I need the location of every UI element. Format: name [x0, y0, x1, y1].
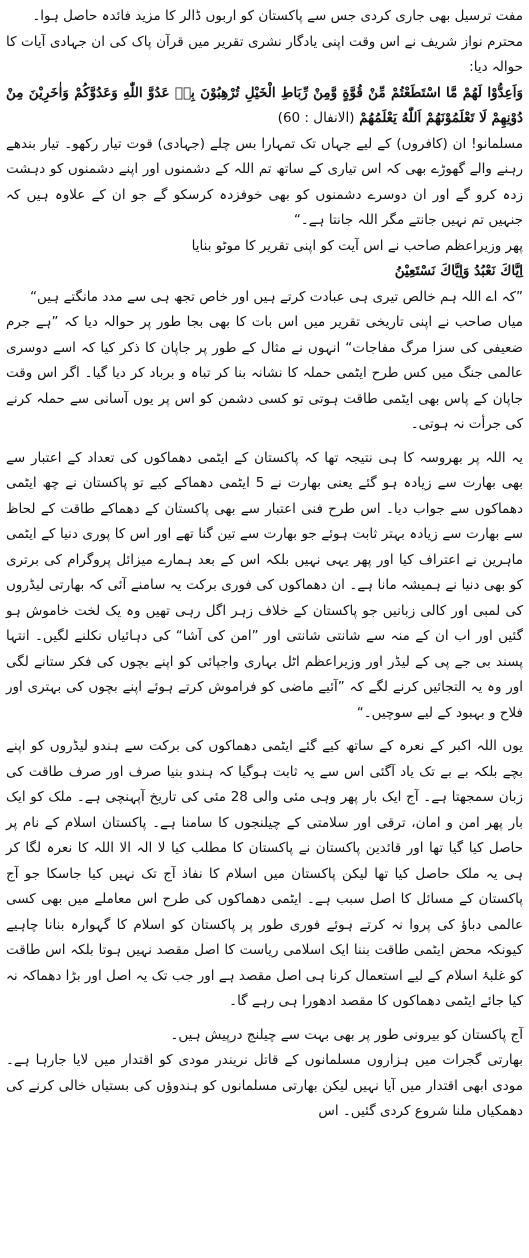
article-paragraph-6: میاں صاحب نے اپنی تاریخی تقریر میں اس بات کا بھی بجا طور پر حوالہ دیا کہ ”ہے جرم ضعیفی کی سزا مرگ مفاجات“ انہوں نے مثال کے طور پر جاپان کا ذکر کیا کہ اسے دوسری عالمی جنگ میں کس طرح ایٹمی حملہ کا نشانہ بنا کر تباہ و برباد کر دیا گیا۔ اگر اس وقت جاپان کے پاس بھی ایٹمی طاقت ہوتی تو کسی دشمن کو اس پر یوں آسانی سے حملہ کرنے کی جرأت نہ ہوتی۔: [6, 314, 523, 432]
quran-verse-anfal-text: وَاَعِدُّوْا لَهُمْ مَّا اسْتَطَعْتُمْ مِّنْ قُوَّةٍ وَّمِنْ رِّبَاطِ الْخَيْلِ تُرْهِبُوْنَ بِهٖ عَدُوَّ اللّٰهِ وَعَدُوَّكُمْ وَاٰخَرِيْنَ مِنْ دُوْنِهِمْ لَا تَعْلَمُوْنَهُمْ اَللّٰهُ يَعْلَمُهُمْ: [6, 84, 523, 126]
article-paragraph-4: پھر وزیراعظم صاحب نے اس آیت کو اپنی تقریر کا موٹو بنایا: [191, 237, 523, 254]
article-paragraph-9: آج پاکستان کو بیرونی طور پر بھی بہت سے چیلنج درپیش ہیں۔: [170, 1026, 523, 1043]
article-paragraph-5: ”کہ اے اللہ ہم خالص تیری ہی عبادت کرتے ہیں اور خاص تجھ ہی سے مدد مانگتے ہیں“: [29, 288, 523, 305]
article-paragraph-2: محترم نواز شریف نے اس وقت اپنی یادگار نشری تقریر میں قرآن پاک کی ان جہادی آیات کا حوالہ دیا:: [6, 33, 523, 75]
quran-verse-fatiha: اِيَّاكَ نَعْبُدُ وَاِيَّاكَ نَسْتَعِيْنُ: [394, 263, 523, 279]
article-paragraph-8: یوں اللہ اکبر کے نعرہ کے ساتھ کیے گئے ایٹمی دھماکوں کی برکت سے ہندو لیڈروں کو اپنے بچے بلکہ بے بے تک یاد آگئی اس سے یہ ثابت ہوگیا کہ ہندو بنیا صرف اور صرف طاقت کی زبان سمجھتا ہے۔ آج ایک بار پھر وہی مئی والی 28 مئی کی تاریخ آپہنچی ہے۔ ملک کو ایک بار پھر امن و امان، ترقی اور سلامتی کے چیلنجوں کا سامنا ہے۔ پاکستان اسلام کے نام پر حاصل کیا گیا تھا اور قائدین پاکستان نے پاکستان کا مطلب کیا لا الہ الا اللہ کا نعرہ لگا کر ہی یہ ملک حاصل کیا تھا لیکن پاکستان میں اسلام کا نفاذ آج تک نہیں کیا جاسکا جو آج پاکستان کے مسائل کا اصل سبب ہے۔ ایٹمی دھماکوں کی طرح اس معاملے میں بھی کسی عالمی دباؤ کی پروا نہ کرتے ہوئے فوری طور پر پاکستان کو اسلام کا گہوارہ بنانا چاہیے کیونکہ محض ایٹمی طاقت بننا ایک اسلامی ریاست کا اصل مقصد نہیں ہوتا بلکہ اس طاقت کو غلبۂ اسلام کے لیے استعمال کرنا ہی اصل مقصد ہے اور جب تک یہ اصل اور بڑا دھماکہ نہ کیا جائے ایٹمی دھماکوں کا مقصد ادھورا ہی رہے گا۔: [6, 738, 523, 1009]
article-paragraph-3: مسلمانو! ان (کافروں) کے لیے جہاں تک تمہارا بس چلے (جہادی) قوت تیار رکھو۔ تیار بندھے رہنے والے گھوڑے بھی کہ اس تیاری کے ساتھ تم اللہ کے دشمنوں اور اپنے دشمنوں کو دہشت زدہ کرو گے اور ان دوسرے دشمنوں کو بھی خوفزدہ کرسکو گے جو ان کے علاوہ ہیں کہ جنہیں تم نہیں جانتے مگر اللہ جانتا ہے۔“: [6, 135, 523, 228]
article-paragraph-1: مفت ترسیل بھی جاری کردی جس سے پاکستان کو اربوں ڈالر کا مزید فائدہ حاصل ہوا۔: [32, 8, 523, 24]
quran-verse-anfal-reference: (الانفال : 60): [277, 110, 355, 126]
quran-verse-anfal: [6, 81, 523, 132]
article-paragraph-10: بھارتی گجرات میں ہزاروں مسلمانوں کے قاتل نریندر مودی کو اقتدار میں لایا جارہا ہے۔ مودی ابھی اقتدار میں آیا نہیں لیکن بھارتی مسلمانوں کو ہندوؤں کی بستیاں خالی کرنے کی دھمکیاں ملنا شروع کردی گئیں۔ اس: [6, 1052, 523, 1119]
article-paragraph-7: یہ اللہ پر بھروسہ کا ہی نتیجہ تھا کہ پاکستان کے ایٹمی دھماکوں کی تعداد کے اعتبار سے بھی بھارت سے زیادہ ہو گئے یعنی بھارت نے 5 ایٹمی دھماکے کیے تو پاکستان نے چھ ایٹمی دھماکوں سے جواب دیا۔ اس طرح فنی اعتبار سے بھی پاکستان کے دھماکے طاقت کے لحاظ سے بھارت سے زیادہ بہتر ثابت ہوئے جو بھارت سے تین گنا تھے اور اس کا پوری دنیا کے ایٹمی ماہرین نے اعتراف کیا اور پھر یہی نہیں بلکہ اس کے بعد ہمارے میزائل پروگرام کی برتری کو بھی دنیا نے ہمیشہ مانا ہے۔ ان دھماکوں کی فوری برکت یہ سامنے آئی کہ بھارتی لیڈروں کی لمبی اور کالی زبانیں جو پاکستان کے خلاف زہر اگل رہی تھیں وہ یک لخت خاموش ہو گئیں اور اب ان کے منہ سے شانتی شانتی اور ”امن کی آشا“ کی دہائیاں نکلنے لگیں۔ انتہا پسند بی جے پی کے لیڈر اور وزیراعظم اٹل بہاری واجپائی کو اپنے بچوں کی فکر ستانے لگی اور وہ یہ التجائیں کرنے لگے کہ ”آئیے ماضی کو فراموش کرتے ہوئے اپنے بچوں کی بہتری اور فلاح و بہبود کے لیے سوچیں۔“: [6, 449, 523, 721]
